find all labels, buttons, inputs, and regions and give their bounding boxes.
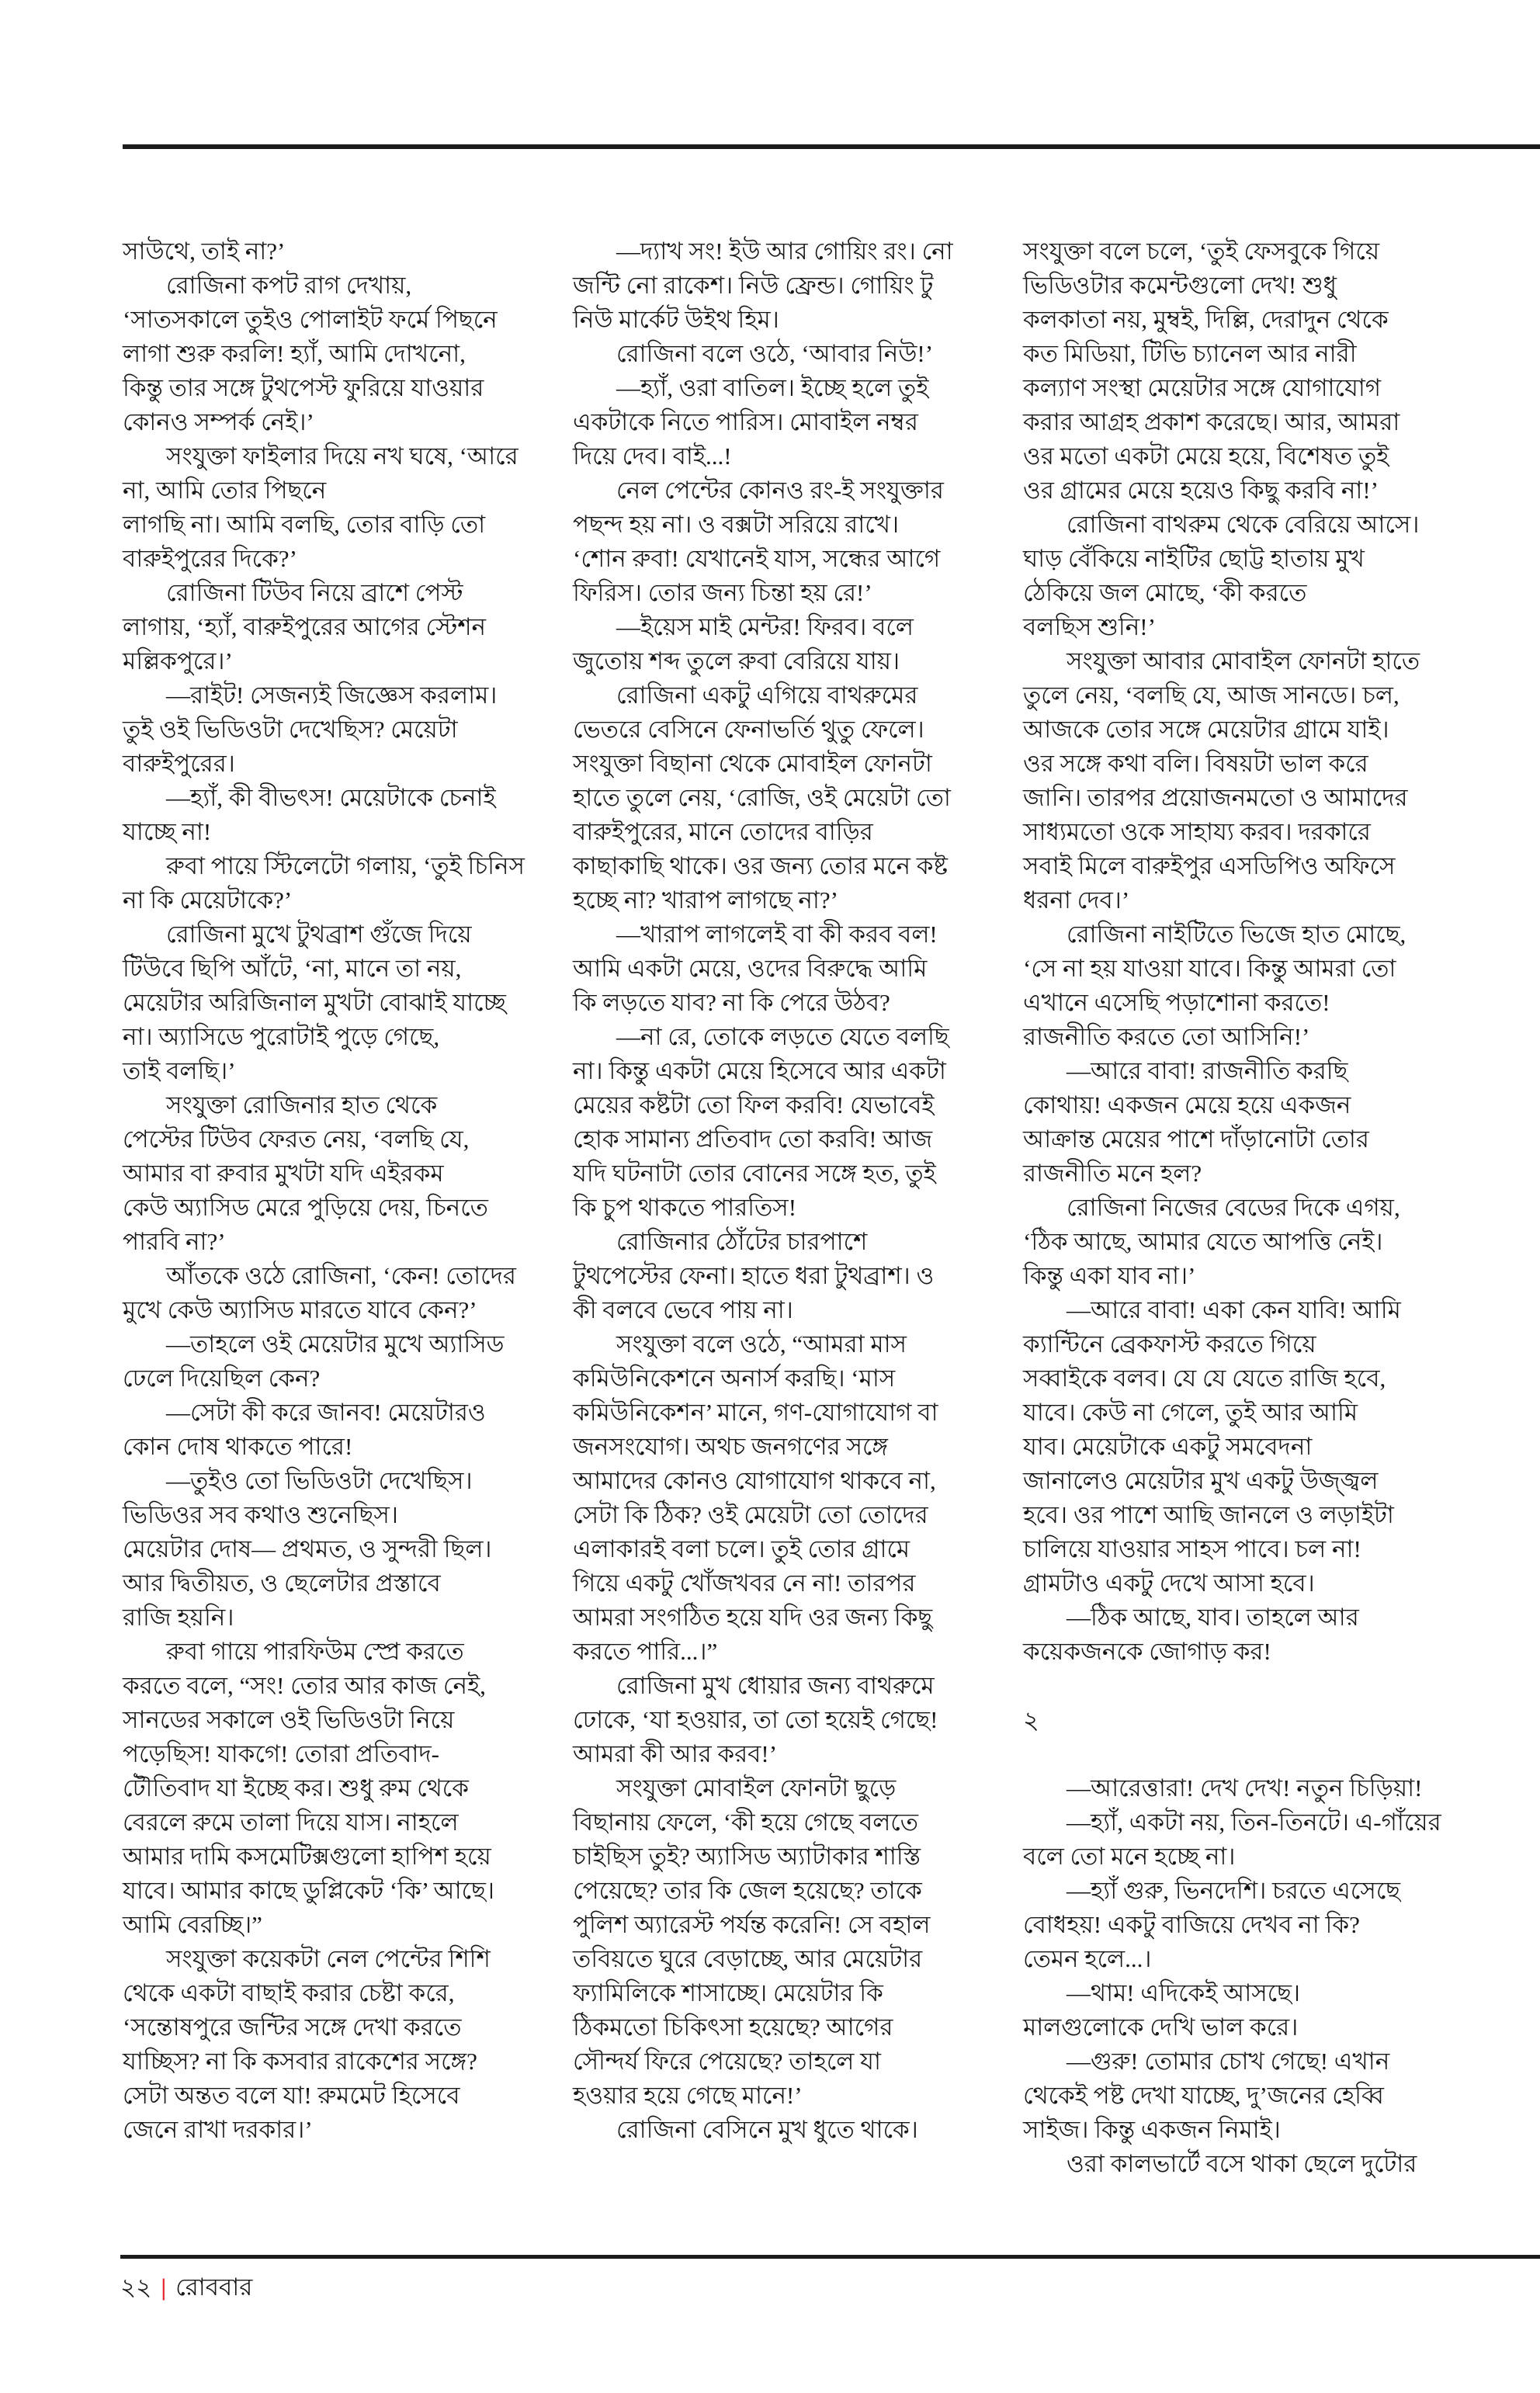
text-line: রুবা পায়ে স্টিলেটো গলায়, ‘তুই চিনিস — [166, 852, 525, 879]
text-line: পুলিশ অ্যারেস্ট পর্যন্ত করেনি! সে বহাল — [573, 1911, 931, 1938]
text-line: কি লড়তে যাব? না কি পেরে উঠব? — [573, 989, 890, 1016]
text-line: ভিডিওটার কমেন্টগুলো দেখ! শুধু — [1023, 272, 1337, 299]
text-line: মেয়েটার দোষ— প্রথমত, ও সুন্দরী ছিল। — [123, 1535, 492, 1562]
text-line: আমরা কী আর করব!’ — [573, 1740, 778, 1767]
text-line: ফ্যামিলিকে শাসাচ্ছে। মেয়েটার কি — [573, 1979, 883, 2006]
text-line: মল্লিকপুরে।’ — [123, 647, 233, 675]
text-line: না। অ্যাসিডে পুরোটাই পুড়ে গেছে, — [123, 1023, 440, 1050]
text-line: হওয়ার হয়ে গেছে মানে!’ — [573, 2082, 803, 2109]
text-line: —আরে বাবা! একা কেন যাবি! আমি — [1067, 1296, 1401, 1323]
text-line: ঢোকে, ‘যা হওয়ার, তা তো হয়েই গেছে! — [573, 1706, 938, 1733]
text-line: আক্রান্ত মেয়ের পাশে দাঁড়ানোটা তোর — [1023, 1125, 1369, 1153]
text-line: রোজিনা মুখে টুথব্রাশ গুঁজে দিয়ে — [166, 921, 472, 948]
text-line: কোন দোষ থাকতে পারে! — [123, 1433, 353, 1460]
text-line: কোথায়! একজন মেয়ে হয়ে একজন — [1023, 1091, 1351, 1118]
text-line: গিয়ে একটু খোঁজখবর নে না! তারপর — [573, 1569, 916, 1597]
text-line: নিউ মার্কেট উইথ হিম। — [573, 306, 779, 333]
text-line: তুই ওই ভিডিওটা দেখেছিস? মেয়েটা — [123, 716, 458, 743]
text-line: করার আগ্রহ প্রকাশ করেছে। আর, আমরা — [1023, 408, 1400, 435]
text-line: করতে বলে, “সং! তোর আর কাজ নেই, — [123, 1672, 486, 1699]
text-line: পড়েছিস! যাকগে! তোরা প্রতিবাদ- — [123, 1740, 439, 1767]
text-line: মেয়েটার অরিজিনাল মুখটা বোঝাই যাচ্ছে — [123, 989, 506, 1016]
text-line: টৌতিবাদ যা ইচ্ছে কর। শুধু রুম থেকে — [123, 1774, 469, 1802]
text-line: জানি। তারপর প্রয়োজনমতো ও আমাদের — [1023, 784, 1408, 811]
footer-rule — [120, 2255, 1540, 2259]
text-line: ‘সে না হয় যাওয়া যাবে। কিন্তু আমরা তো — [1023, 955, 1396, 982]
text-line: টুথপেস্টের ফেনা। হাতে ধরা টুথব্রাশ। ও — [573, 1262, 935, 1289]
text-line: মেয়ের কষ্টটা তো ফিল করবি! যেভাবেই — [573, 1091, 935, 1118]
text-line: কিন্তু তার সঙ্গে টুথপেস্ট ফুরিয়ে যাওয়ার — [123, 374, 484, 401]
text-line: ওর সঙ্গে কথা বলি। বিষয়টা ভাল করে — [1023, 750, 1368, 777]
text-line: রোজিনা টিউব নিয়ে ব্রাশে পেস্ট — [166, 579, 463, 606]
text-line: আমি বেরচ্ছি।” — [123, 1911, 262, 1938]
text-line: রোজিনা বেসিনে মুখ ধুতে থাকে। — [616, 2116, 918, 2143]
text-line: জন্টি নো রাকেশ। নিউ ফ্রেন্ড। গোয়িং টু — [573, 272, 934, 299]
text-line: তাই বলছি।’ — [123, 1057, 236, 1084]
text-line: হচ্ছে না? খারাপ লাগছে না?’ — [573, 886, 838, 914]
text-line: আমি একটা মেয়ে, ওদের বিরুদ্ধে আমি — [573, 955, 928, 982]
text-line: —থাম! এদিকেই আসছে। — [1067, 1979, 1301, 2006]
text-line: বারুইপুরের দিকে?’ — [123, 545, 297, 572]
text-line: কলকাতা নয়, মুম্বই, দিল্লি, দেরাদুন থেকে — [1023, 306, 1389, 333]
text-line: রোজিনা বলে ওঠে, ‘আবার নিউ!’ — [616, 340, 934, 367]
text-line: চালিয়ে যাওয়ার সাহস পাবে। চল না! — [1023, 1535, 1361, 1562]
text-line: ভিডিওর সব কথাও শুনেছিস। — [123, 1501, 398, 1528]
text-line: —হ্যাঁ, কী বীভৎস! মেয়েটাকে চেনাই — [166, 784, 496, 811]
text-line: সংযুক্তা আবার মোবাইল ফোনটা হাতে — [1067, 647, 1420, 675]
text-line: তুলে নেয়, ‘বলছি যে, আজ সানডে। চল, — [1023, 681, 1400, 709]
text-line: ‘শোন রুবা! যেখানেই যাস, সন্ধের আগে — [573, 545, 941, 572]
text-line: —খারাপ লাগলেই বা কী করব বল! — [616, 921, 938, 948]
text-line: কী বলবে ভেবে পায় না। — [573, 1296, 793, 1323]
text-line: কয়েকজনকে জোগাড় কর! — [1023, 1638, 1271, 1665]
text-line: কাছাকাছি থাকে। ওর জন্য তোর মনে কষ্ট — [573, 852, 948, 879]
text-line: —আরেত্তারা! দেখ দেখ! নতুন চিড়িয়া! — [1067, 1774, 1423, 1802]
text-line: জেনে রাখা দরকার।’ — [123, 2116, 313, 2143]
text-line: —দ্যাখ সং! ইউ আর গোয়িং রং। নো — [616, 238, 953, 265]
text-line: ‘ঠিক আছে, আমার যেতে আপত্তি নেই। — [1023, 1228, 1383, 1255]
text-line: —তাহলে ওই মেয়েটার মুখে অ্যাসিড — [166, 1330, 505, 1358]
text-line: বারুইপুরের, মানে তোদের বাড়ির — [573, 818, 873, 845]
text-line: হবে। ওর পাশে আছি জানলে ও লড়াইটা — [1023, 1501, 1394, 1528]
magazine-name: রোববার — [175, 2273, 253, 2301]
text-line: করতে পারি...।” — [573, 1638, 718, 1665]
text-line: এখানে এসেছি পড়াশোনা করতে! — [1023, 989, 1330, 1016]
text-line: ক্যান্টিনে ব্রেকফাস্ট করতে গিয়ে — [1023, 1330, 1316, 1358]
text-line: —তুইও তো ভিডিওটা দেখেছিস। — [166, 1467, 473, 1494]
text-line: হাতে তুলে নেয়, ‘রোজি, ওই মেয়েটা তো — [573, 784, 951, 811]
text-line: তবিয়তে ঘুরে বেড়াচ্ছে, আর মেয়েটার — [573, 1945, 923, 1972]
text-line: বিছানায় ফেলে, ‘কী হয়ে গেছে বলতে — [573, 1809, 919, 1836]
footer-separator: | — [161, 2273, 167, 2301]
text-line: সেটা কি ঠিক? ওই মেয়েটা তো তোদের — [573, 1501, 928, 1528]
text-line: বলছিস শুনি!’ — [1023, 613, 1156, 640]
text-line: রুবা গায়ে পারফিউম স্প্রে করতে — [166, 1638, 464, 1665]
text-line: বারুইপুরের। — [123, 750, 235, 777]
text-line: হোক সামান্য প্রতিবাদ তো করবি! আজ — [573, 1125, 933, 1153]
text-line: —হ্যাঁ গুরু, ভিনদেশি। চরতে এসেছে — [1067, 1877, 1401, 1904]
text-line: যাবে। আমার কাছে ডুপ্লিকেট ‘কি’ আছে। — [123, 1877, 495, 1904]
text-line: রোজিনা মুখ ধোয়ার জন্য বাথরুমে — [616, 1672, 935, 1699]
text-line: যাবে। কেউ না গেলে, তুই আর আমি — [1023, 1399, 1358, 1426]
text-line: আজকে তোর সঙ্গে মেয়েটার গ্রামে যাই। — [1023, 716, 1389, 743]
text-line: গ্রামটাও একটু দেখে আসা হবে। — [1023, 1569, 1315, 1597]
column-3 — [1023, 234, 1441, 2181]
text-line: রোজিনার ঠোঁটের চারপাশে — [616, 1228, 868, 1255]
text-line: দিয়ে দেব। বাই...! — [573, 442, 732, 470]
text-line: রাজনীতি মনে হল? — [1023, 1160, 1202, 1187]
text-line: রোজিনা নাইটিতে ভিজে হাত মোছে, — [1067, 921, 1406, 948]
text-line: রাজি হয়নি। — [123, 1604, 234, 1631]
column-1 — [123, 234, 525, 2181]
text-line: সাউথে, তাই না?’ — [123, 238, 286, 265]
text-line: লাগছি না। আমি বলছি, তোর বাড়ি তো — [123, 511, 486, 538]
text-line: সবাই মিলে বারুইপুর এসডিপিও অফিসে — [1023, 852, 1396, 879]
text-line: রোজিনা বাথরুম থেকে বেরিয়ে আসে। — [1067, 511, 1420, 538]
text-line: পছন্দ হয় না। ও বক্সটা সরিয়ে রাখে। — [573, 511, 900, 538]
text-line: জুতোয় শব্দ তুলে রুবা বেরিয়ে যায়। — [573, 647, 900, 675]
text-line: —আরে বাবা! রাজনীতি করছি — [1067, 1057, 1348, 1084]
text-line: সাধ্যমতো ওকে সাহায্য করব। দরকারে — [1023, 818, 1371, 845]
text-line: না। কিন্তু একটা মেয়ে হিসেবে আর একটা — [573, 1057, 946, 1084]
text-line: কিন্তু একা যাব না।’ — [1023, 1262, 1196, 1289]
text-line: আমাদের কোনও যোগাযোগ থাকবে না, — [573, 1467, 936, 1494]
text-line: জনসংযোগ। অথচ জনগণের সঙ্গে — [573, 1433, 888, 1460]
text-line: জানালেও মেয়েটার মুখ একটু উজ্জ্বল — [1023, 1467, 1379, 1494]
text-line: নেল পেন্টের কোনও রং-ই সংযুক্তার — [616, 477, 944, 504]
text-line: আমার দামি কসমেটিক্সগুলো হাপিশ হয়ে — [123, 1843, 491, 1870]
text-line: না কি মেয়েটাকে?’ — [123, 886, 293, 914]
text-line: ওর মতো একটা মেয়ে হয়ে, বিশেষত তুই — [1023, 442, 1389, 470]
text-line: কত মিডিয়া, টিভি চ্যানেল আর নারী — [1023, 340, 1357, 367]
text-line: সব্বাইকে বলব। যে যে যেতে রাজি হবে, — [1023, 1365, 1386, 1392]
text-line: লাগায়, ‘হ্যাঁ, বারুইপুরের আগের স্টেশন — [123, 613, 487, 640]
text-line: সংযুক্তা বলে চলে, ‘তুই ফেসবুকে গিয়ে — [1023, 238, 1380, 265]
text-line: একটাকে নিতে পারিস। মোবাইল নম্বর — [573, 408, 918, 435]
text-line: রোজিনা নিজের বেডের দিকে এগয়, — [1067, 1194, 1400, 1221]
text-line: পারবি না?’ — [123, 1228, 226, 1255]
text-line: মুখে কেউ অ্যাসিড মারতে যাবে কেন?’ — [123, 1296, 477, 1323]
text-line: কি চুপ থাকতে পারতিস! — [573, 1194, 797, 1221]
text-line: সংযুক্তা বিছানা থেকে মোবাইল ফোনটা — [573, 750, 932, 777]
text-line: বেরলে রুমে তালা দিয়ে যাস। নাহলে — [123, 1809, 459, 1836]
text-line: এলাকারই বলা চলে। তুই তোর গ্রামে — [573, 1535, 910, 1562]
text-line: ঢেলে দিয়েছিল কেন? — [123, 1365, 321, 1392]
text-line: বোধহয়! একটু বাজিয়ে দেখব না কি? — [1023, 1911, 1360, 1938]
text-line: ওর গ্রামের মেয়ে হয়েও কিছু করবি না!’ — [1023, 477, 1379, 504]
text-line: কেউ অ্যাসিড মেরে পুড়িয়ে দেয়, চিনতে — [123, 1194, 488, 1221]
text-line: যাব। মেয়েটাকে একটু সমবেদনা — [1023, 1433, 1313, 1460]
text-line: থেকে একটা বাছাই করার চেষ্টা করে, — [123, 1979, 455, 2006]
text-line: সংযুক্তা ফাইলার দিয়ে নখ ঘষে, ‘আরে — [166, 442, 519, 470]
text-line: ভেতরে বেসিনে ফেনাভর্তি থুতু ফেলে। — [573, 716, 924, 743]
text-line: যাচ্ছে না! — [123, 818, 212, 845]
footer — [120, 2271, 252, 2304]
text-line: আঁতকে ওঠে রোজিনা, ‘কেন! তোদের — [166, 1262, 516, 1289]
text-line: আমার বা রুবার মুখটা যদি এইরকম — [123, 1160, 444, 1187]
text-line: সংযুক্তা মোবাইল ফোনটা ছুড়ে — [616, 1774, 897, 1802]
text-line: —হ্যাঁ, একটা নয়, তিন-তিনটে। এ-গাঁয়ের — [1067, 1809, 1441, 1836]
text-line: ফিরিস। তোর জন্য চিন্তা হয় রে!’ — [573, 579, 872, 606]
text-line: না, আমি তোর পিছনে — [123, 477, 327, 504]
text-line: সেটা অন্তত বলে যা! রুমমেট হিসেবে — [123, 2082, 460, 2109]
text-line: পেস্টের টিউব ফেরত নেয়, ‘বলছি যে, — [123, 1125, 470, 1153]
text-line: —সেটা কী করে জানব! মেয়েটারও — [166, 1399, 486, 1426]
text-line: ধরনা দেব।’ — [1023, 886, 1130, 914]
text-line: —হ্যাঁ, ওরা বাতিল। ইচ্ছে হলে তুই — [616, 374, 929, 401]
text-line: যাচ্ছিস? না কি কসবার রাকেশের সঙ্গে? — [123, 2048, 477, 2075]
text-line: চাইছিস তুই? অ্যাসিড অ্যাটাকার শাস্তি — [573, 1843, 921, 1870]
text-line: —গুরু! তোমার চোখ গেছে! এখান — [1067, 2048, 1390, 2075]
text-line: ওরা কালভার্টে বসে থাকা ছেলে দুটোর — [1067, 2150, 1417, 2177]
text-line: যদি ঘটনাটা তোর বোনের সঙ্গে হত, তুই — [573, 1160, 936, 1187]
text-line: —ঠিক আছে, যাব। তাহলে আর — [1067, 1604, 1359, 1631]
text-line: কোনও সম্পর্ক নেই।’ — [123, 408, 314, 435]
text-line: থেকেই পষ্ট দেখা যাচ্ছে, দু’জনের হেব্বি — [1023, 2082, 1384, 2109]
text-line: কল্যাণ সংস্থা মেয়েটার সঙ্গে যোগাযোগ — [1023, 374, 1382, 401]
text-line: সংযুক্তা বলে ওঠে, “আমরা মাস — [616, 1330, 907, 1358]
text-line: —না রে, তোকে লড়তে যেতে বলছি — [616, 1023, 949, 1050]
text-line: —ইয়েস মাই মেন্টর! ফিরব। বলে — [616, 613, 914, 640]
section-number: ২ — [1023, 1706, 1039, 1734]
text-line: আর দ্বিতীয়ত, ও ছেলেটার প্রস্তাবে — [123, 1569, 441, 1597]
text-line: রাজনীতি করতে তো আসিনি!’ — [1023, 1023, 1310, 1050]
page-number: ২২ — [120, 2273, 152, 2301]
text-line: পেয়েছে? তার কি জেল হয়েছে? তাকে — [573, 1877, 922, 1904]
text-columns — [123, 234, 1441, 2181]
text-line: আমরা সংগঠিত হয়ে যদি ওর জন্য কিছু — [573, 1604, 933, 1631]
text-line: রোজিনা কপট রাগ দেখায়, — [166, 272, 412, 299]
text-line: টিউবে ছিপি আঁটে, ‘না, মানে তা নয়, — [123, 955, 462, 982]
text-line: মালগুলোকে দেখি ভাল করে। — [1023, 2013, 1299, 2041]
text-line: তেমন হলে...। — [1023, 1945, 1152, 1972]
text-line: সাইজ। কিন্তু একজন নিমাই। — [1023, 2116, 1281, 2143]
text-line: বলে তো মনে হচ্ছে না। — [1023, 1843, 1236, 1870]
text-line: লাগা শুরু করলি! হ্যাঁ, আমি দোখনো, — [123, 340, 466, 367]
column-2 — [573, 234, 967, 2181]
text-line: সৌন্দর্য ফিরে পেয়েছে? তাহলে যা — [573, 2048, 881, 2075]
top-rule — [123, 144, 1540, 149]
text-line: ‘সন্তোষপুরে জন্টির সঙ্গে দেখা করতে — [123, 2013, 462, 2041]
text-line: ‘সাতসকালে তুইও পোলাইট ফর্মে পিছনে — [123, 306, 498, 333]
text-line: সানডের সকালে ওই ভিডিওটা নিয়ে — [123, 1706, 455, 1733]
text-line: রোজিনা একটু এগিয়ে বাথরুমের — [616, 681, 918, 709]
text-line: সংযুক্তা কয়েকটা নেল পেন্টের শিশি — [166, 1945, 491, 1972]
text-line: —রাইট! সেজন্যই জিজ্ঞেস করলাম। — [166, 681, 498, 709]
text-line: কমিউনিকেশন’ মানে, গণ-যোগাযোগ বা — [573, 1399, 938, 1426]
text-line: ঘাড় বেঁকিয়ে নাইটির ছোট্ট হাতায় মুখ — [1023, 545, 1365, 572]
text-line: ঠিকমতো চিকিৎসা হয়েছে? আগের — [573, 2013, 893, 2041]
text-line: কমিউনিকেশনে অনার্স করছি। ‘মাস — [573, 1365, 896, 1392]
text-line: ঠেকিয়ে জল মোছে, ‘কী করতে — [1023, 579, 1307, 606]
text-line: সংযুক্তা রোজিনার হাত থেকে — [166, 1091, 438, 1118]
